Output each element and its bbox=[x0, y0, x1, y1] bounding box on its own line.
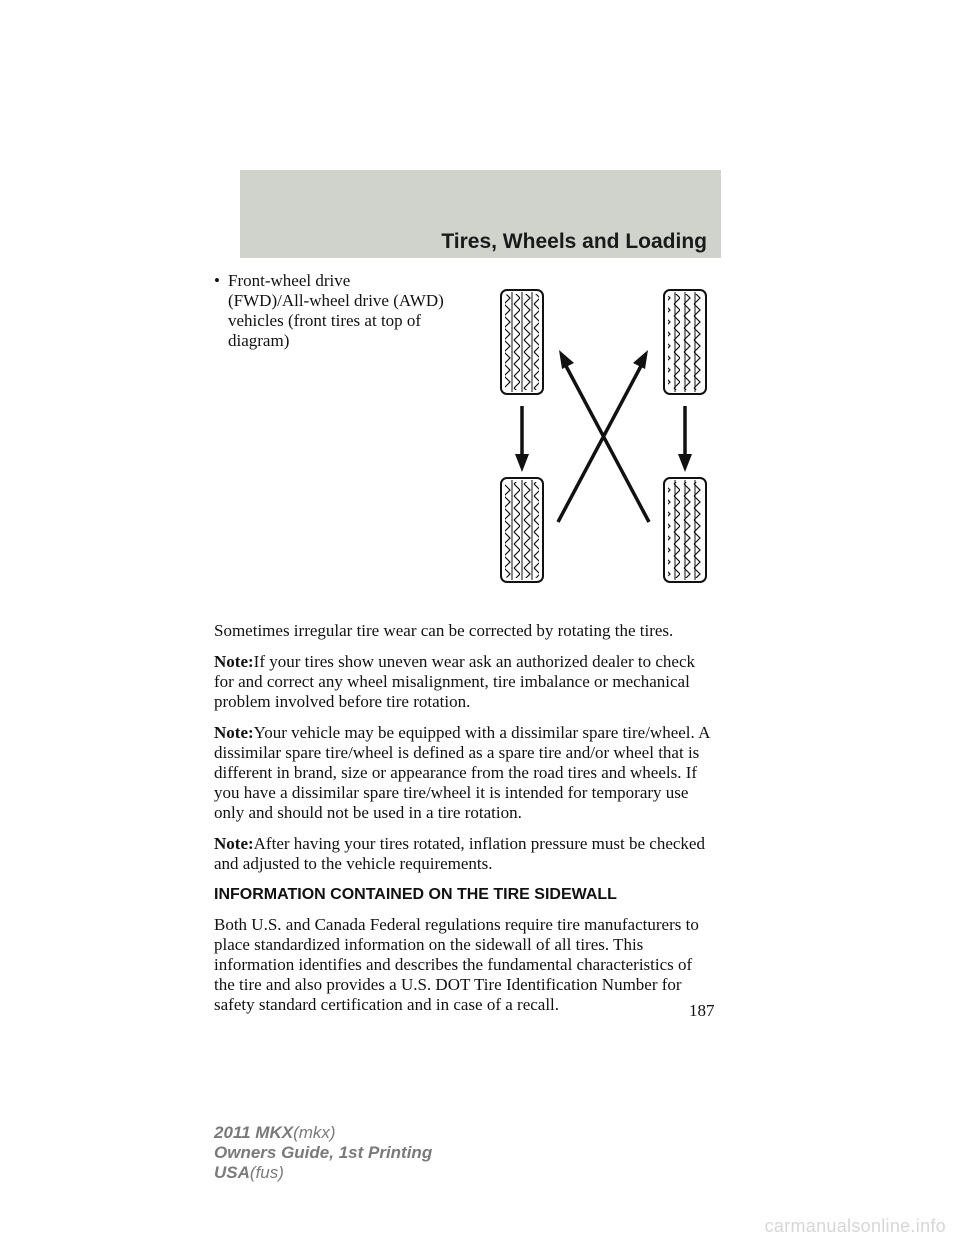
note-line: only and should not be used in a tire rotation. bbox=[214, 803, 522, 822]
bullet-line: diagram) bbox=[228, 331, 290, 350]
note-line: dissimilar spare tire/wheel is defined as a spare tire and/or wheel that is bbox=[214, 743, 700, 762]
note-label: Note: bbox=[214, 834, 254, 853]
bullet-line: (FWD)/All-wheel drive (AWD) bbox=[228, 291, 444, 310]
watermark-link[interactable]: carmanualsonline.info bbox=[764, 1216, 946, 1236]
section-title: Tires, Wheels and Loading bbox=[441, 230, 707, 253]
body-text bbox=[214, 621, 724, 1026]
section-line: safety standard certification and in case of a recall. bbox=[214, 995, 560, 1014]
section-heading: INFORMATION CONTAINED ON THE TIRE SIDEWALL bbox=[214, 886, 617, 903]
bullet-text bbox=[228, 271, 454, 351]
page-number: 187 bbox=[689, 1001, 715, 1020]
note-line: If your tires show uneven wear ask an authorized dealer to check bbox=[253, 652, 696, 671]
footer-edition: Owners Guide, 1st Printing bbox=[214, 1143, 433, 1162]
tire-rear-left bbox=[501, 478, 543, 582]
bullet-line: vehicles (front tires at top of bbox=[228, 311, 422, 330]
note-paragraph bbox=[214, 834, 724, 874]
tire-rotation-diagram bbox=[480, 280, 720, 590]
tire-rear-right bbox=[664, 478, 706, 582]
header-band bbox=[240, 170, 721, 258]
tire-front-right bbox=[664, 290, 706, 394]
note-line: problem involved before tire rotation. bbox=[214, 692, 471, 711]
bullet-marker: • bbox=[214, 271, 220, 290]
note-paragraph bbox=[214, 723, 724, 823]
section-line: information identifies and describes the fundamental characteristics of bbox=[214, 955, 693, 974]
section-line: Both U.S. and Canada Federal regulations require tire manufacturers to bbox=[214, 915, 699, 934]
footer-market: USA bbox=[214, 1163, 250, 1182]
note-line: Your vehicle may be equipped with a dissimilar spare tire/wheel. A bbox=[253, 723, 711, 742]
footer-print-info bbox=[214, 1123, 432, 1183]
note-line: different in brand, size or appearance from the road tires and wheels. If bbox=[214, 763, 698, 782]
note-line: for and correct any wheel misalignment, tire imbalance or mechanical bbox=[214, 672, 690, 691]
section-line: place standardized information on the sidewall of all tires. This bbox=[214, 935, 644, 954]
note-label: Note: bbox=[214, 723, 254, 742]
note-line: you have a dissimilar spare tire/wheel it is intended for temporary use bbox=[214, 783, 689, 802]
footer-model-code: (mkx) bbox=[293, 1123, 336, 1142]
footer-model: 2011 MKX bbox=[214, 1123, 294, 1142]
arrow-front-left-to-rear-left bbox=[515, 406, 529, 472]
tire-front-left bbox=[501, 290, 543, 394]
footer-market-code: (fus) bbox=[249, 1163, 284, 1182]
note-label: Note: bbox=[214, 652, 254, 671]
note-line: After having your tires rotated, inflation pressure must be checked bbox=[253, 834, 705, 853]
note-line: and adjusted to the vehicle requirements. bbox=[214, 854, 493, 873]
intro-paragraph: Sometimes irregular tire wear can be corrected by rotating the tires. bbox=[214, 621, 674, 640]
arrow-front-right-to-rear-right bbox=[678, 406, 692, 472]
section-paragraph bbox=[214, 915, 724, 1015]
note-paragraph bbox=[214, 652, 724, 712]
bullet-line: Front-wheel drive bbox=[228, 271, 351, 290]
bullet-item bbox=[214, 271, 454, 351]
section-line: the tire and also provides a U.S. DOT Tire Identification Number for bbox=[214, 975, 682, 994]
